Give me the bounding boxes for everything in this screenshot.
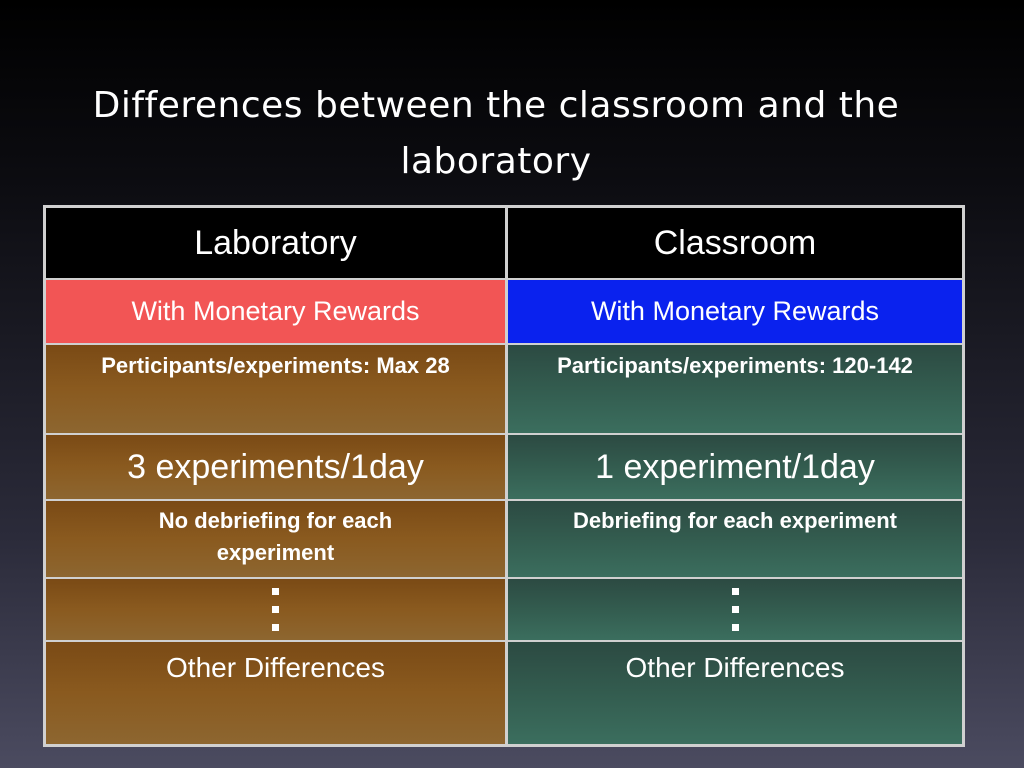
laboratory-debriefing-cell — [46, 501, 505, 577]
classroom-schedule-cell: 1 experiment/1day — [508, 435, 962, 499]
laboratory-reward-cell: With Monetary Rewards — [46, 280, 505, 343]
classroom-debriefing-text: Debriefing for each experiment — [573, 508, 897, 533]
vertical-ellipsis-icon — [272, 588, 279, 631]
classroom-debriefing-cell — [508, 501, 962, 577]
classroom-other-cell: Other Differences — [508, 642, 962, 744]
slide-title-line-1: Differences between the classroom and the — [92, 85, 900, 126]
laboratory-participants-cell: Perticipants/experiments: Max 28 — [46, 345, 505, 433]
slide-title — [40, 78, 952, 190]
laboratory-other-cell: Other Differences — [46, 642, 505, 744]
laboratory-ellipsis-cell — [46, 579, 505, 640]
slide-title-line-2: laboratory — [400, 141, 592, 182]
classroom-reward-cell: With Monetary Rewards — [508, 280, 962, 343]
header-laboratory: Laboratory — [46, 208, 505, 278]
header-classroom: Classroom — [508, 208, 962, 278]
laboratory-debriefing-text: No debriefing for each experiment — [158, 508, 393, 565]
classroom-participants-cell: Participants/experiments: 120-142 — [508, 345, 962, 433]
laboratory-schedule-cell: 3 experiments/1day — [46, 435, 505, 499]
vertical-ellipsis-icon — [732, 588, 739, 631]
classroom-ellipsis-cell — [508, 579, 962, 640]
comparison-table — [43, 205, 965, 747]
